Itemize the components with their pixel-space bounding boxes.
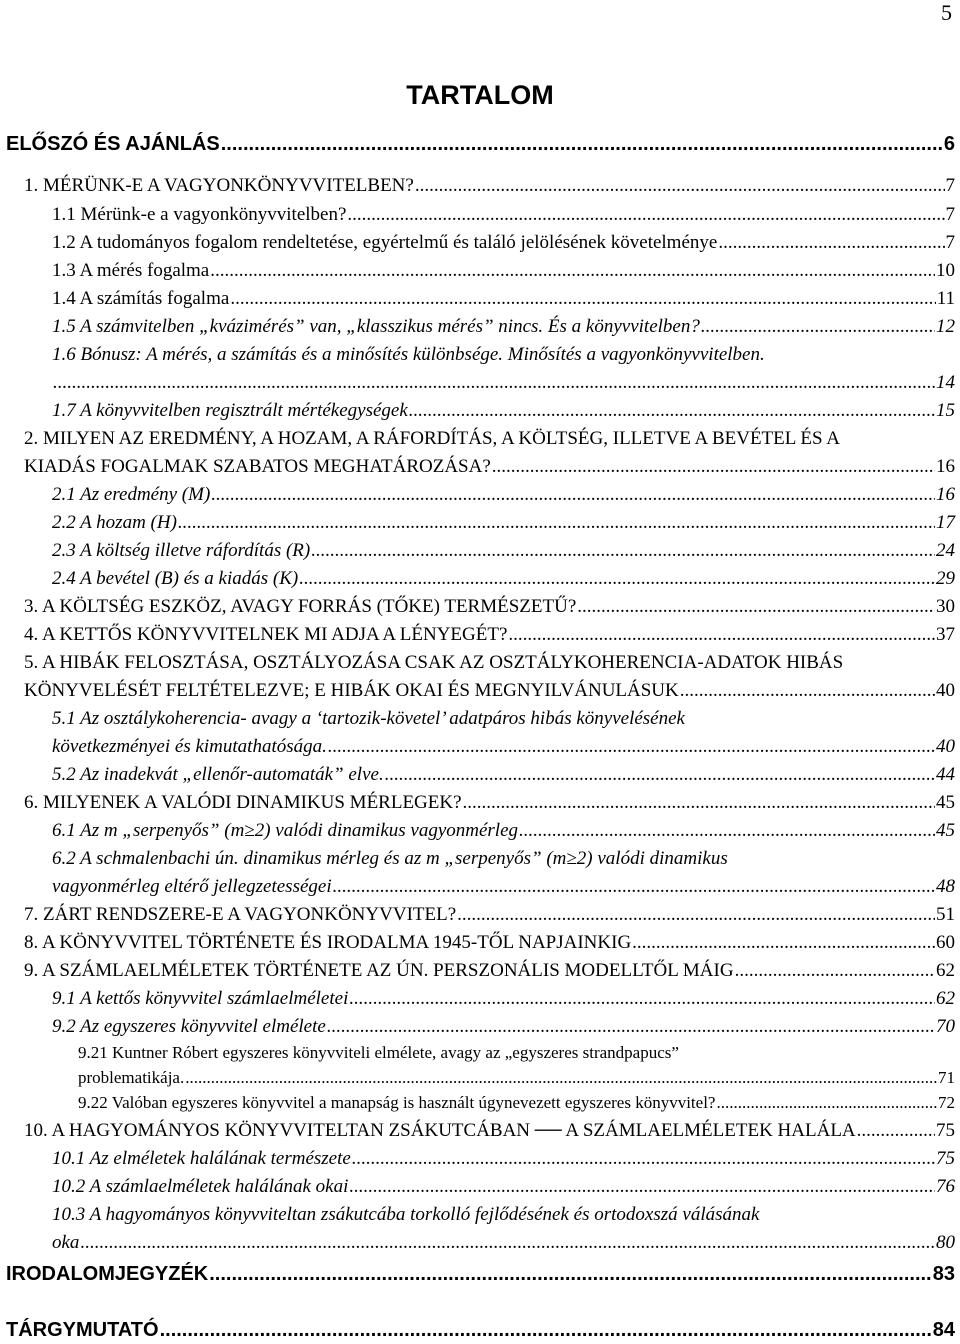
toc-entry-targymutato[interactable]: [6, 1316, 955, 1344]
toc-entry-1-3[interactable]: [52, 257, 955, 285]
toc-entry-9[interactable]: [24, 957, 955, 985]
toc-entry-5-1-line1[interactable]: 5.1 Az osztálykoherencia- avagy a ‘tartozik-követel’ adatpáros hibás könyvelésének: [52, 708, 685, 729]
page-number: 5: [941, 0, 952, 25]
toc-entry-title: 7. ZÁRT RENDSZERE-E A VAGYONKÖNYVVITEL?: [24, 904, 457, 925]
toc-entry-5-line1[interactable]: 5. A HIBÁK FELOSZTÁSA, OSZTÁLYOZÁSA CSAK AZ OSZTÁLYKOHERENCIA-ADATOK HIBÁS: [24, 652, 844, 673]
toc-entry-2-4[interactable]: [52, 565, 955, 593]
toc-entry-1[interactable]: [24, 172, 955, 200]
toc-entry-1-1[interactable]: [52, 201, 955, 229]
toc-entry-page: 14: [936, 372, 955, 393]
toc-entry-2-3[interactable]: [52, 537, 955, 565]
toc-entry-title: 1.5 A számvitelben „kvázimérés” van, „klasszikus mérés” nincs. És a könyvvitelben?: [52, 316, 700, 337]
toc-entry-page: 72: [938, 1093, 955, 1112]
toc-entry-page: 10: [936, 260, 955, 281]
toc-entry-10-1[interactable]: [52, 1145, 955, 1173]
page-title: TARTALOM: [406, 80, 554, 110]
toc-entry-page: 40: [936, 736, 955, 757]
toc-entry-page: 70: [936, 1016, 955, 1037]
toc-entry-page: 44: [936, 764, 955, 785]
toc-entry-title: 1.3 A mérés fogalma: [52, 260, 210, 281]
toc-entry-title: 9.2 Az egyszeres könyvvitel elmélete: [52, 1016, 326, 1037]
toc-entry-page: 11: [936, 288, 955, 309]
toc-entry-page: 83: [932, 1263, 955, 1285]
toc-entry-page: 80: [936, 1232, 955, 1253]
toc-entry-title: 1. MÉRÜNK-E A VAGYONKÖNYVVITELBEN?: [24, 175, 414, 196]
toc-entry-10-3-line1[interactable]: 10.3 A hagyományos könyvviteltan zsákutcába torkolló fejlődésének és ortodoxszá válásának: [52, 1204, 760, 1225]
toc-entry-1-7[interactable]: [52, 397, 955, 425]
toc-entry-1-4[interactable]: [52, 285, 955, 313]
toc-entry-title: ELŐSZÓ ÉS AJÁNLÁS: [6, 133, 220, 155]
toc-entry-page: 40: [936, 680, 955, 701]
toc-entry-6[interactable]: [24, 789, 955, 817]
toc-entry-title: 3. A KÖLTSÉG ESZKÖZ, AVAGY FORRÁS (TŐKE) TERMÉSZETŰ?: [24, 596, 577, 617]
toc-entry-title: 5.2 Az inadekvát „ellenőr-automaták” elve.: [52, 764, 384, 785]
toc-entry-page: 7: [945, 175, 955, 196]
toc-entry-2-1[interactable]: [52, 481, 955, 509]
toc-entry-page: 7: [945, 204, 955, 225]
toc-entry-title: 10.2 A számlaelméletek halálának okai: [52, 1176, 349, 1197]
toc-entry-page: 51: [936, 904, 955, 925]
toc-entry-2-2[interactable]: [52, 509, 955, 537]
toc-entry-page: 37: [936, 624, 955, 645]
toc-entry-3[interactable]: [24, 593, 955, 621]
toc-entry-5-1[interactable]: [52, 733, 955, 761]
toc-entry-page: 17: [936, 512, 955, 533]
toc-entry-page: 71: [938, 1068, 955, 1087]
toc-entry-title: 9.1 A kettős könyvvitel számlaelméletei: [52, 988, 349, 1009]
toc-entry-1-2[interactable]: [52, 229, 955, 257]
toc-entry-8[interactable]: [24, 929, 955, 957]
toc-entry-6-1[interactable]: [52, 817, 955, 845]
toc-entry-page: 45: [936, 792, 955, 813]
toc-entry-title: 6. MILYENEK A VALÓDI DINAMIKUS MÉRLEGEK?: [24, 792, 462, 813]
toc-entry-1-5[interactable]: [52, 313, 955, 341]
toc-entry-title: vagyonmérleg eltérő jellegzetességei: [52, 876, 332, 897]
toc-entry-title: 4. A KETTŐS KÖNYVVITELNEK MI ADJA A LÉNYEGÉT?: [24, 624, 508, 645]
toc-entry-2[interactable]: [24, 453, 955, 481]
toc-entry-title: 2.1 Az eredmény (M): [52, 484, 211, 505]
toc-entry-title: 8. A KÖNYVVITEL TÖRTÉNETE ÉS IRODALMA 1945-TŐL NAPJAINKIG: [24, 932, 632, 953]
toc-entry-page: 60: [936, 932, 955, 953]
toc-entry-6-2-line1[interactable]: 6.2 A schmalenbachi ún. dinamikus mérleg és az m „serpenyős” (m≥2) valódi dinamikus: [52, 848, 728, 869]
toc-entry-title: 2.2 A hozam (H): [52, 512, 177, 533]
toc-entry-eloszo[interactable]: [6, 130, 955, 158]
toc-entry-page: 75: [936, 1120, 955, 1141]
toc-entry-page: 24: [936, 540, 955, 561]
toc-entry-title: KIADÁS FOGALMAK SZABATOS MEGHATÁROZÁSA?: [24, 456, 491, 477]
toc-entry-title: 1.4 A számítás fogalma: [52, 288, 230, 309]
toc-entry-title: következményei és kimutathatósága.: [52, 736, 327, 757]
toc-entry-title: 1.2 A tudományos fogalom rendeltetése, egyértelmű és találó jelölésének követelménye: [52, 232, 718, 253]
toc-entry-10-2[interactable]: [52, 1173, 955, 1201]
toc-entry-page: 7: [945, 232, 955, 253]
toc-entry-title: 1.7 A könyvvitelben regisztrált mértékegységek: [52, 400, 408, 421]
toc-entry-9-22[interactable]: [78, 1089, 955, 1117]
toc-entry-9-2[interactable]: [52, 1013, 955, 1041]
toc-entry-page: 6: [943, 133, 955, 155]
toc-entry-9-1[interactable]: [52, 985, 955, 1013]
toc-entry-title: problematikája.: [78, 1068, 185, 1087]
toc-entry-1-6-line1[interactable]: 1.6 Bónusz: A mérés, a számítás és a minősítés különbsége. Minősítés a vagyonkönyvvitelben.: [52, 344, 765, 365]
toc-entry-title: 10.1 Az elméletek halálának természete: [52, 1148, 351, 1169]
toc-entry-irodalomjegyzek[interactable]: [6, 1260, 955, 1288]
toc-entry-page: 76: [936, 1176, 955, 1197]
toc-entry-1-6[interactable]: [52, 369, 955, 397]
toc-entry-title: 10. A HAGYOMÁNYOS KÖNYVVITELTAN ZSÁKUTCÁBAN ── A SZÁMLAELMÉLETEK HALÁLA: [24, 1120, 856, 1141]
toc-entry-7[interactable]: [24, 901, 955, 929]
toc-entry-page: 62: [936, 988, 955, 1009]
toc-entry-6-2[interactable]: [52, 873, 955, 901]
toc-entry-title: TÁRGYMUTATÓ: [6, 1319, 159, 1341]
toc-entry-title: 9. A SZÁMLAELMÉLETEK TÖRTÉNETE AZ ÚN. PERSZONÁLIS MODELLTŐL MÁIG: [24, 960, 734, 981]
toc-entry-5-2[interactable]: [52, 761, 955, 789]
toc-entry-page: 62: [936, 960, 955, 981]
toc-entry-10[interactable]: [24, 1117, 955, 1145]
toc-entry-page: 45: [936, 820, 955, 841]
toc-entry-title: IRODALOMJEGYZÉK: [6, 1263, 209, 1285]
toc-entry-title: 9.22 Valóban egyszeres könyvvitel a manapság is használt úgynevezett egyszeres könyvvitel?: [78, 1093, 716, 1112]
toc-entry-title: oka: [52, 1232, 80, 1253]
toc-entry-title: 2.3 A költség illetve ráfordítás (R): [52, 540, 311, 561]
toc-entry-title: 1.1 Mérünk-e a vagyonkönyvvitelben?: [52, 204, 347, 225]
toc-entry-page: 29: [936, 568, 955, 589]
toc-entry-page: 75: [936, 1148, 955, 1169]
toc-entry-page: 48: [936, 876, 955, 897]
toc-entry-page: 16: [936, 484, 955, 505]
toc-entry-page: 30: [936, 596, 955, 617]
toc-entry-page: 15: [936, 400, 955, 421]
toc-entry-page: 84: [932, 1319, 955, 1341]
toc-entry-9-21-line1[interactable]: 9.21 Kuntner Róbert egyszeres könyvviteli elmélete, avagy az „egyszeres strandpapucs”: [78, 1043, 679, 1062]
toc-entry-page: 12: [936, 316, 955, 337]
toc-entry-4[interactable]: [24, 621, 955, 649]
toc-entry-title: KÖNYVELÉSÉT FELTÉTELEZVE; E HIBÁK OKAI ÉS MEGNYILVÁNULÁSUK: [24, 680, 679, 701]
toc-entry-page: 16: [936, 456, 955, 477]
toc-entry-9-21[interactable]: [78, 1064, 955, 1092]
toc-entry-2-line1[interactable]: 2. MILYEN AZ EREDMÉNY, A HOZAM, A RÁFORDÍTÁS, A KÖLTSÉG, ILLETVE A BEVÉTEL ÉS A: [24, 428, 841, 449]
toc-entry-10-3[interactable]: [52, 1229, 955, 1257]
toc-entry-title: 2.4 A bevétel (B) és a kiadás (K): [52, 568, 299, 589]
toc-entry-5[interactable]: [24, 677, 955, 705]
toc-entry-title: 6.1 Az m „serpenyős” (m≥2) valódi dinamikus vagyonmérleg: [52, 820, 519, 841]
